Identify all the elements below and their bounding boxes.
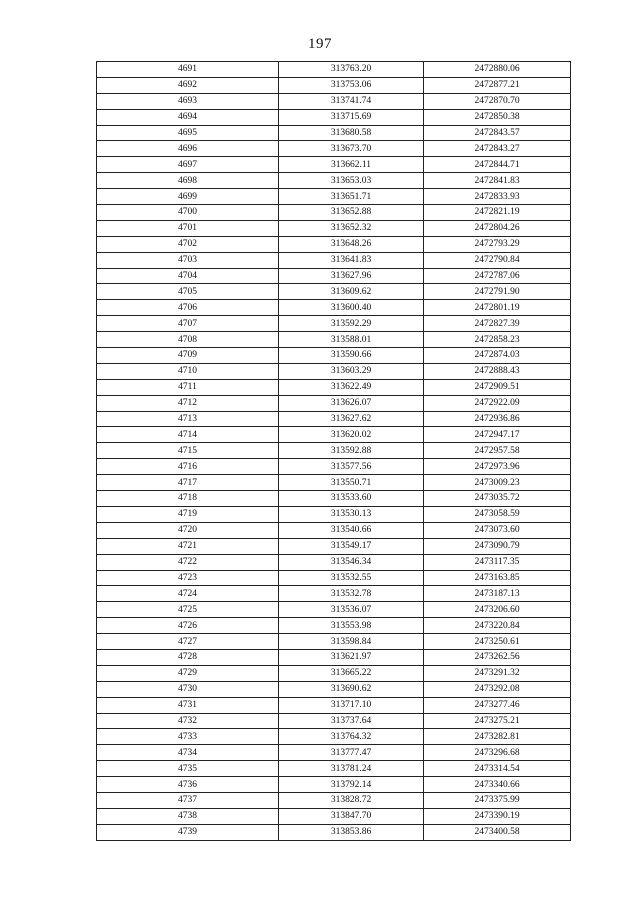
table-row	[97, 570, 571, 586]
table-row	[97, 475, 571, 491]
y-coordinate-cell: 2473250.61	[424, 634, 571, 650]
point-number-cell: 4731	[97, 697, 279, 713]
y-coordinate-cell: 2472843.57	[424, 125, 571, 141]
point-number-cell: 4704	[97, 268, 279, 284]
point-number-cell: 4699	[97, 189, 279, 205]
y-coordinate-cell: 2473058.59	[424, 506, 571, 522]
point-number-cell: 4700	[97, 205, 279, 221]
x-coordinate-cell: 313530.13	[279, 506, 424, 522]
x-coordinate-cell: 313652.32	[279, 220, 424, 236]
y-coordinate-cell: 2472790.84	[424, 252, 571, 268]
point-number-cell: 4729	[97, 665, 279, 681]
x-coordinate-cell: 313781.24	[279, 761, 424, 777]
y-coordinate-cell: 2473163.85	[424, 570, 571, 586]
point-number-cell: 4724	[97, 586, 279, 602]
table-row	[97, 141, 571, 157]
table-row	[97, 808, 571, 824]
table-row	[97, 777, 571, 793]
point-number-cell: 4713	[97, 411, 279, 427]
x-coordinate-cell: 313680.58	[279, 125, 424, 141]
x-coordinate-cell: 313532.78	[279, 586, 424, 602]
x-coordinate-cell: 313627.62	[279, 411, 424, 427]
table-row	[97, 634, 571, 650]
y-coordinate-cell: 2473117.35	[424, 554, 571, 570]
y-coordinate-cell: 2472922.09	[424, 395, 571, 411]
x-coordinate-cell: 313764.32	[279, 729, 424, 745]
y-coordinate-cell: 2472793.29	[424, 236, 571, 252]
x-coordinate-cell: 313577.56	[279, 459, 424, 475]
x-coordinate-cell: 313592.88	[279, 443, 424, 459]
coordinate-table-body	[97, 62, 571, 841]
point-number-cell: 4734	[97, 745, 279, 761]
table-row	[97, 792, 571, 808]
table-row	[97, 300, 571, 316]
table-row	[97, 443, 571, 459]
table-row	[97, 252, 571, 268]
point-number-cell: 4721	[97, 538, 279, 554]
point-number-cell: 4695	[97, 125, 279, 141]
x-coordinate-cell: 313592.29	[279, 316, 424, 332]
point-number-cell: 4732	[97, 713, 279, 729]
point-number-cell: 4693	[97, 93, 279, 109]
table-row	[97, 395, 571, 411]
x-coordinate-cell: 313609.62	[279, 284, 424, 300]
y-coordinate-cell: 2473292.08	[424, 681, 571, 697]
table-row	[97, 586, 571, 602]
x-coordinate-cell: 313550.71	[279, 475, 424, 491]
point-number-cell: 4696	[97, 141, 279, 157]
x-coordinate-cell: 313620.02	[279, 427, 424, 443]
x-coordinate-cell: 313549.17	[279, 538, 424, 554]
x-coordinate-cell: 313621.97	[279, 649, 424, 665]
y-coordinate-cell: 2472858.23	[424, 332, 571, 348]
table-row	[97, 618, 571, 634]
table-row	[97, 459, 571, 475]
table-row	[97, 109, 571, 125]
table-row	[97, 157, 571, 173]
y-coordinate-cell: 2472874.03	[424, 348, 571, 364]
point-number-cell: 4735	[97, 761, 279, 777]
coordinate-table	[96, 61, 571, 841]
y-coordinate-cell: 2472870.70	[424, 93, 571, 109]
table-row	[97, 125, 571, 141]
table-row	[97, 173, 571, 189]
x-coordinate-cell: 313641.83	[279, 252, 424, 268]
table-row	[97, 284, 571, 300]
table-row	[97, 554, 571, 570]
x-coordinate-cell: 313653.03	[279, 173, 424, 189]
y-coordinate-cell: 2473314.54	[424, 761, 571, 777]
y-coordinate-cell: 2472844.71	[424, 157, 571, 173]
table-row	[97, 427, 571, 443]
x-coordinate-cell: 313603.29	[279, 363, 424, 379]
x-coordinate-cell: 313665.22	[279, 665, 424, 681]
x-coordinate-cell: 313792.14	[279, 777, 424, 793]
point-number-cell: 4694	[97, 109, 279, 125]
y-coordinate-cell: 2473090.79	[424, 538, 571, 554]
table-row	[97, 681, 571, 697]
point-number-cell: 4726	[97, 618, 279, 634]
table-row	[97, 363, 571, 379]
table-row	[97, 62, 571, 78]
table-row	[97, 268, 571, 284]
point-number-cell: 4720	[97, 522, 279, 538]
table-row	[97, 189, 571, 205]
x-coordinate-cell: 313553.98	[279, 618, 424, 634]
y-coordinate-cell: 2472841.83	[424, 173, 571, 189]
y-coordinate-cell: 2473262.56	[424, 649, 571, 665]
table-row	[97, 824, 571, 840]
table-row	[97, 236, 571, 252]
x-coordinate-cell: 313662.11	[279, 157, 424, 173]
y-coordinate-cell: 2473390.19	[424, 808, 571, 824]
point-number-cell: 4697	[97, 157, 279, 173]
point-number-cell: 4711	[97, 379, 279, 395]
point-number-cell: 4738	[97, 808, 279, 824]
y-coordinate-cell: 2472973.96	[424, 459, 571, 475]
table-row	[97, 697, 571, 713]
table-row	[97, 220, 571, 236]
table-row	[97, 411, 571, 427]
x-coordinate-cell: 313600.40	[279, 300, 424, 316]
point-number-cell: 4719	[97, 506, 279, 522]
point-number-cell: 4736	[97, 777, 279, 793]
y-coordinate-cell: 2473275.21	[424, 713, 571, 729]
point-number-cell: 4712	[97, 395, 279, 411]
y-coordinate-cell: 2472787.06	[424, 268, 571, 284]
table-row	[97, 745, 571, 761]
point-number-cell: 4728	[97, 649, 279, 665]
x-coordinate-cell: 313717.10	[279, 697, 424, 713]
y-coordinate-cell: 2472888.43	[424, 363, 571, 379]
x-coordinate-cell: 313546.34	[279, 554, 424, 570]
point-number-cell: 4698	[97, 173, 279, 189]
x-coordinate-cell: 313690.62	[279, 681, 424, 697]
y-coordinate-cell: 2473282.81	[424, 729, 571, 745]
point-number-cell: 4705	[97, 284, 279, 300]
y-coordinate-cell: 2472957.58	[424, 443, 571, 459]
table-row	[97, 761, 571, 777]
table-row	[97, 538, 571, 554]
table-row	[97, 93, 571, 109]
x-coordinate-cell: 313673.70	[279, 141, 424, 157]
x-coordinate-cell: 313651.71	[279, 189, 424, 205]
x-coordinate-cell: 313853.86	[279, 824, 424, 840]
x-coordinate-cell: 313533.60	[279, 491, 424, 507]
y-coordinate-cell: 2472850.38	[424, 109, 571, 125]
x-coordinate-cell: 313847.70	[279, 808, 424, 824]
y-coordinate-cell: 2473220.84	[424, 618, 571, 634]
table-row	[97, 379, 571, 395]
point-number-cell: 4722	[97, 554, 279, 570]
y-coordinate-cell: 2473340.66	[424, 777, 571, 793]
point-number-cell: 4691	[97, 62, 279, 78]
y-coordinate-cell: 2473400.58	[424, 824, 571, 840]
x-coordinate-cell: 313536.07	[279, 602, 424, 618]
y-coordinate-cell: 2472827.39	[424, 316, 571, 332]
table-row	[97, 205, 571, 221]
point-number-cell: 4703	[97, 252, 279, 268]
point-number-cell: 4737	[97, 792, 279, 808]
x-coordinate-cell: 313753.06	[279, 77, 424, 93]
x-coordinate-cell: 313590.66	[279, 348, 424, 364]
table-row	[97, 729, 571, 745]
point-number-cell: 4714	[97, 427, 279, 443]
y-coordinate-cell: 2472909.51	[424, 379, 571, 395]
y-coordinate-cell: 2473375.99	[424, 792, 571, 808]
x-coordinate-cell: 313737.64	[279, 713, 424, 729]
y-coordinate-cell: 2472821.19	[424, 205, 571, 221]
x-coordinate-cell: 313763.20	[279, 62, 424, 78]
y-coordinate-cell: 2472936.86	[424, 411, 571, 427]
x-coordinate-cell: 313598.84	[279, 634, 424, 650]
table-row	[97, 713, 571, 729]
point-number-cell: 4692	[97, 77, 279, 93]
table-row	[97, 665, 571, 681]
x-coordinate-cell: 313741.74	[279, 93, 424, 109]
y-coordinate-cell: 2473206.60	[424, 602, 571, 618]
y-coordinate-cell: 2473009.23	[424, 475, 571, 491]
point-number-cell: 4707	[97, 316, 279, 332]
x-coordinate-cell: 313532.55	[279, 570, 424, 586]
y-coordinate-cell: 2472880.06	[424, 62, 571, 78]
y-coordinate-cell: 2473296.68	[424, 745, 571, 761]
y-coordinate-cell: 2472843.27	[424, 141, 571, 157]
point-number-cell: 4716	[97, 459, 279, 475]
point-number-cell: 4708	[97, 332, 279, 348]
x-coordinate-cell: 313627.96	[279, 268, 424, 284]
point-number-cell: 4710	[97, 363, 279, 379]
point-number-cell: 4706	[97, 300, 279, 316]
point-number-cell: 4730	[97, 681, 279, 697]
table-row	[97, 316, 571, 332]
x-coordinate-cell: 313648.26	[279, 236, 424, 252]
page-number: 197	[308, 36, 332, 52]
y-coordinate-cell: 2472791.90	[424, 284, 571, 300]
table-row	[97, 649, 571, 665]
point-number-cell: 4725	[97, 602, 279, 618]
table-row	[97, 491, 571, 507]
table-row	[97, 506, 571, 522]
y-coordinate-cell: 2472947.17	[424, 427, 571, 443]
y-coordinate-cell: 2473277.46	[424, 697, 571, 713]
point-number-cell: 4727	[97, 634, 279, 650]
point-number-cell: 4701	[97, 220, 279, 236]
point-number-cell: 4709	[97, 348, 279, 364]
point-number-cell: 4739	[97, 824, 279, 840]
y-coordinate-cell: 2473187.13	[424, 586, 571, 602]
point-number-cell: 4733	[97, 729, 279, 745]
point-number-cell: 4715	[97, 443, 279, 459]
x-coordinate-cell: 313652.88	[279, 205, 424, 221]
table-row	[97, 332, 571, 348]
x-coordinate-cell: 313777.47	[279, 745, 424, 761]
point-number-cell: 4718	[97, 491, 279, 507]
y-coordinate-cell: 2472804.26	[424, 220, 571, 236]
y-coordinate-cell: 2472877.21	[424, 77, 571, 93]
table-row	[97, 602, 571, 618]
y-coordinate-cell: 2473291.32	[424, 665, 571, 681]
y-coordinate-cell: 2473035.72	[424, 491, 571, 507]
point-number-cell: 4717	[97, 475, 279, 491]
table-row	[97, 348, 571, 364]
x-coordinate-cell: 313828.72	[279, 792, 424, 808]
point-number-cell: 4723	[97, 570, 279, 586]
x-coordinate-cell: 313715.69	[279, 109, 424, 125]
y-coordinate-cell: 2472833.93	[424, 189, 571, 205]
x-coordinate-cell: 313588.01	[279, 332, 424, 348]
point-number-cell: 4702	[97, 236, 279, 252]
table-row	[97, 77, 571, 93]
x-coordinate-cell: 313540.66	[279, 522, 424, 538]
y-coordinate-cell: 2473073.60	[424, 522, 571, 538]
table-row	[97, 522, 571, 538]
x-coordinate-cell: 313626.07	[279, 395, 424, 411]
x-coordinate-cell: 313622.49	[279, 379, 424, 395]
y-coordinate-cell: 2472801.19	[424, 300, 571, 316]
